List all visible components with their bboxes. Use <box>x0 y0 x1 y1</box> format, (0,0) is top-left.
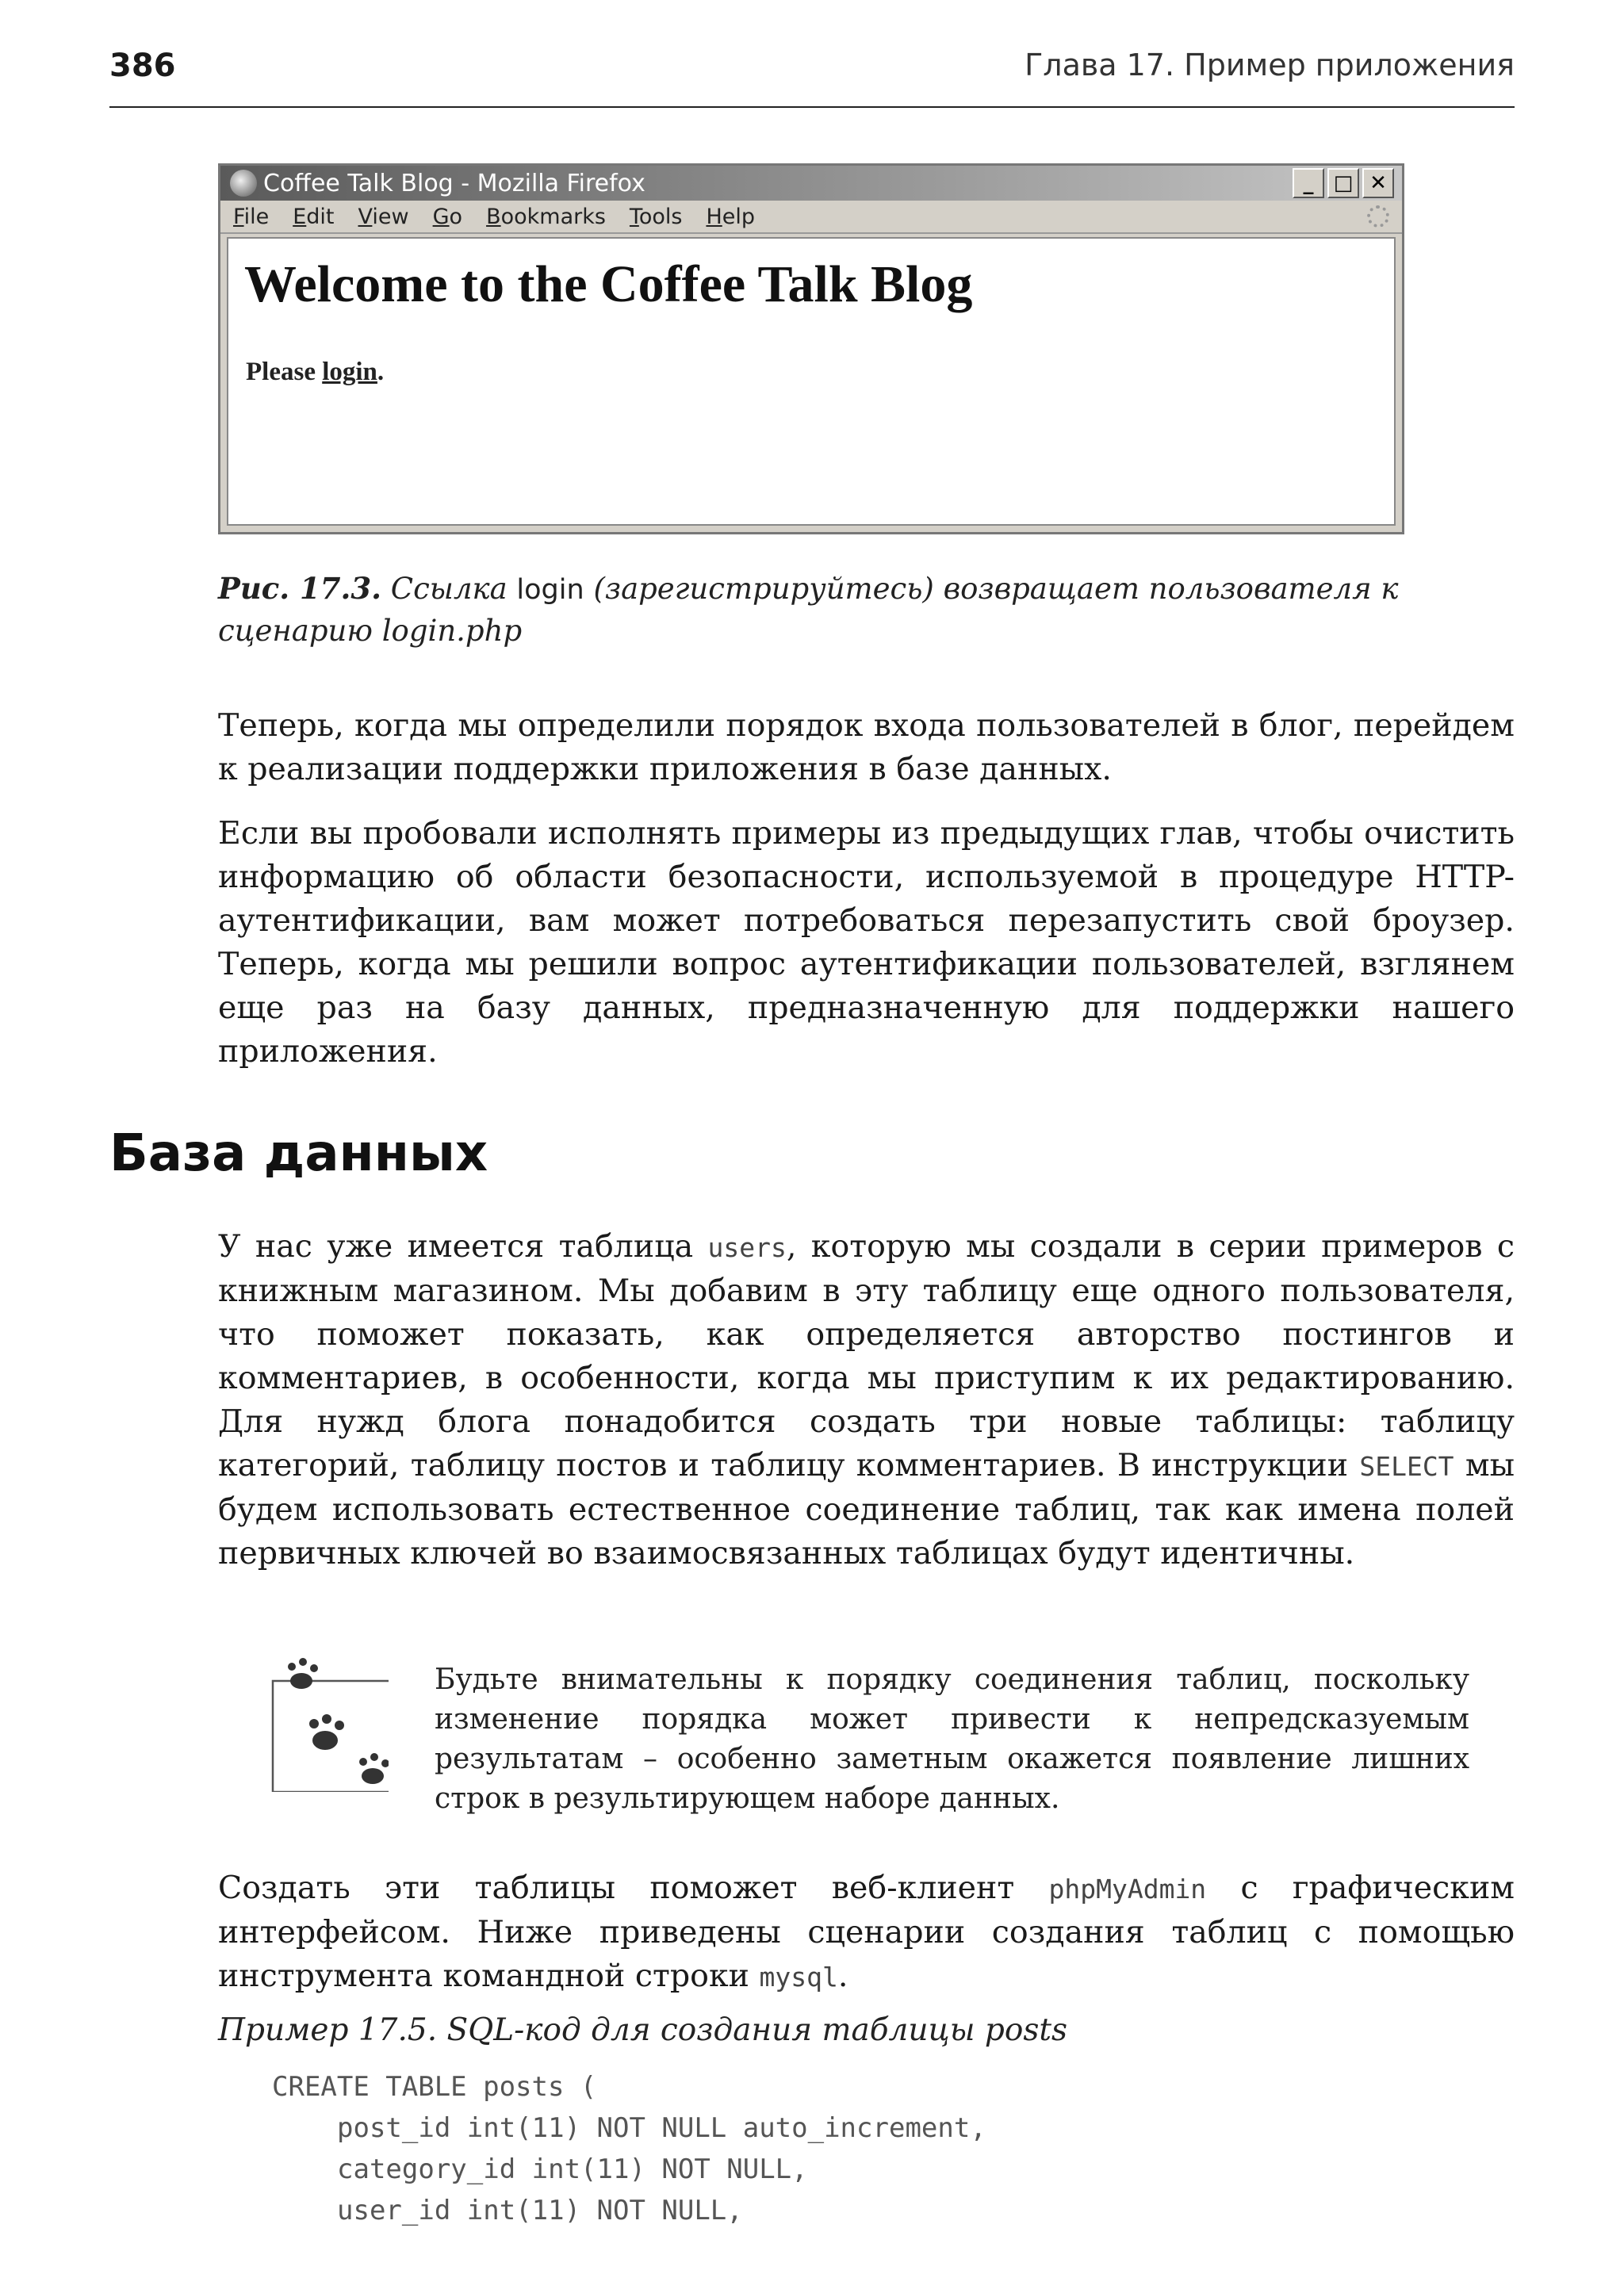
close-icon: ✕ <box>1362 168 1394 198</box>
code-block <box>272 2066 986 2231</box>
period: . <box>377 358 385 386</box>
paragraph-1: Теперь, когда мы определили порядок входа пользователей в блог, перейдем к реализации поддержки приложения в базе данных. <box>218 707 1515 787</box>
menu-file: File <box>233 204 270 229</box>
section-heading: База данных <box>109 1124 488 1183</box>
caution-note: Будьте внимательны к порядку соединения таблиц, поскольку изменение порядка может привести к непредсказуемым результатам – особенно заметным окажется появление лишних строк в результирующем наборе данных. <box>435 1663 1469 1815</box>
browser-title-bar <box>220 166 1402 201</box>
browser-menubar <box>220 201 1402 234</box>
p4-text-b: с графическим интерфейсом. Ниже приведены сценарии создания таблиц с помощью инструмента командной строки <box>218 1870 1515 1994</box>
paragraph-3 <box>218 1225 1515 1575</box>
caption-text-1: Ссылка <box>381 572 517 606</box>
p4-text-c: . <box>837 1958 848 1994</box>
throbber-icon <box>1367 205 1389 228</box>
paragraph-4 <box>218 1866 1515 1999</box>
menu-tools: Tools <box>629 204 683 229</box>
p3-text-c: мы будем использовать естественное соединение таблиц, так как имена полей первичных ключей во взаимосвязанных таблицах будут идентичны. <box>218 1447 1515 1572</box>
browser-content <box>227 237 1396 526</box>
maximize-icon: □ <box>1327 168 1359 198</box>
caution-paw-prints-icon <box>270 1649 389 1792</box>
example-title: Пример 17.5. SQL-код для создания таблицы posts <box>218 2012 1068 2048</box>
header-rule <box>109 106 1515 108</box>
browser-screenshot <box>218 163 1404 534</box>
caption-text-2: (зарегистрируйтесь) возвращает пользователя к сценарию login.php <box>218 572 1399 648</box>
menu-bookmarks: Bookmarks <box>486 204 606 229</box>
window-title: Coffee Talk Blog - Mozilla Firefox <box>263 169 645 197</box>
inline-code-users: users <box>707 1232 787 1263</box>
please-login-line <box>246 358 384 387</box>
caption-label: Рис. 17.3. <box>218 571 382 606</box>
p4-text-a: Создать эти таблицы поможет веб-клиент <box>218 1870 1049 1906</box>
inline-code-phpmyadmin: phpMyAdmin <box>1048 1874 1207 1905</box>
page-number: 386 <box>109 48 176 84</box>
running-head: Глава 17. Пример приложения <box>1025 48 1515 82</box>
paragraph-2: Если вы пробовали исполнять примеры из предыдущих глав, чтобы очистить информацию об области безопасности, используемой в процедуре HTTP-аутентификации, вам может потребоваться перезапустить свой броузер. Теперь, когда мы решили вопрос аутентификации пользователей, взглянем еще раз на базу данных, предназначенную для поддержки нашего приложения. <box>218 815 1515 1070</box>
figure-caption <box>218 568 1455 652</box>
p3-text-b: , которую мы создали в серии примеров с книжным магазином. Мы добавим в эту таблицу еще одного пользователя, что поможет показать, как определяется авторство постингов и комментариев, в особенности, когда мы приступим к их редактированию. Для нужд блога понадобится создать три новые таблицы: таблицу категорий, таблицу постов и таблицу комментариев. В инструкции <box>218 1228 1515 1483</box>
p3-text-a: У нас уже имеется таблица <box>218 1228 708 1265</box>
caption-code: login <box>516 574 584 606</box>
code-line: category_id int(11) NOT NULL, <box>337 2153 808 2185</box>
firefox-globe-icon <box>230 170 257 197</box>
inline-code-select: SELECT <box>1359 1451 1454 1482</box>
minimize-icon: _ <box>1293 168 1324 198</box>
code-line: CREATE TABLE posts ( <box>272 2071 597 2103</box>
menu-view: View <box>358 204 409 229</box>
menu-help: Help <box>706 204 756 229</box>
please-text: Please <box>246 358 323 386</box>
blog-welcome-heading: Welcome to the Coffee Talk Blog <box>244 255 973 313</box>
menu-go: Go <box>432 204 463 229</box>
code-line: user_id int(11) NOT NULL, <box>337 2195 743 2226</box>
menu-edit: Edit <box>293 204 335 229</box>
inline-code-mysql: mysql <box>759 1962 838 1993</box>
window-controls <box>1293 168 1394 198</box>
code-line: post_id int(11) NOT NULL auto_increment, <box>337 2112 986 2144</box>
login-link: login <box>322 358 377 386</box>
